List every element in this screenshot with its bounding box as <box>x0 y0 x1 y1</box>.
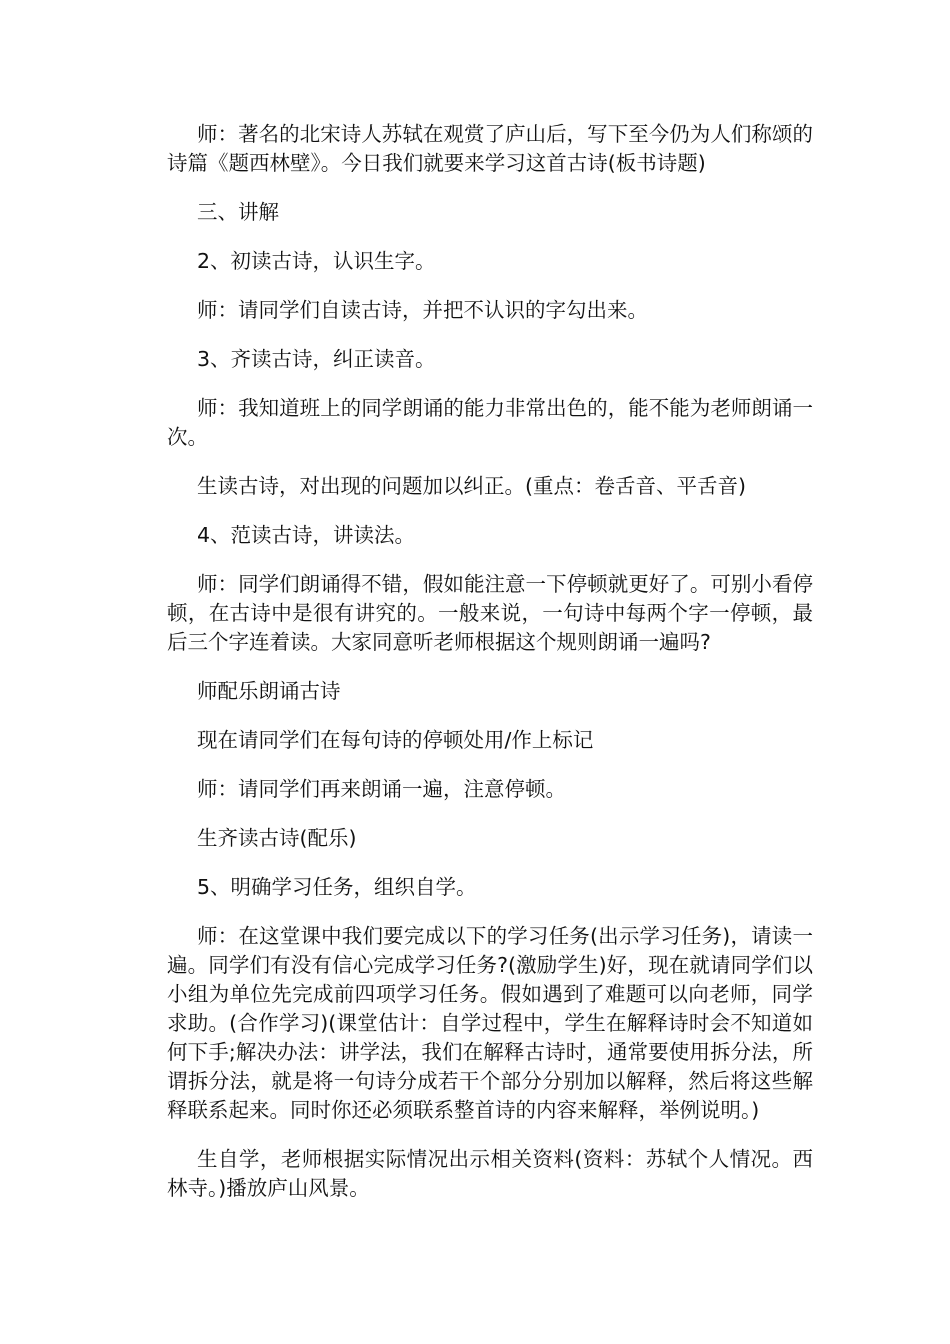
paragraph-pause-explanation: 师：同学们朗诵得不错，假如能注意一下停顿就更好了。可别小看停顿，在古诗中是很有讲究的。一般来说，一句诗中每两个字一停顿，最后三个字连着读。大家同意听老师根据这个规则朗诵一遍吗? <box>167 572 813 654</box>
paragraph-reread: 师：请同学们再来朗诵一遍，注意停顿。 <box>197 777 566 801</box>
paragraph-self-study: 生自学，老师根据实际情况出示相关资料(资料：苏轼个人情况。西林寺。)播放庐山风景。 <box>167 1147 813 1200</box>
paragraph-self-reading: 师：请同学们自读古诗，并把不认识的字勾出来。 <box>197 298 648 322</box>
step-2-first-reading: 2、初读古诗，认识生字。 <box>197 249 436 273</box>
step-3-group-reading: 3、齐读古诗，纠正读音。 <box>197 347 436 371</box>
paragraph-teacher-request: 师：我知道班上的同学朗诵的能力非常出色的，能不能为老师朗诵一次。 <box>167 396 813 449</box>
paragraph-student-reading: 生读古诗，对出现的问题加以纠正。(重点：卷舌音、平舌音) <box>197 474 746 498</box>
paragraph-mark-pauses: 现在请同学们在每句诗的停顿处用/作上标记 <box>197 728 594 752</box>
heading-explanation: 三、讲解 <box>197 200 279 224</box>
paragraph-intro-su-shi: 师：著名的北宋诗人苏轼在观赏了庐山后，写下至今仍为人们称颂的诗篇《题西林壁》。今日我们就要来学习这首古诗(板书诗题) <box>167 122 813 175</box>
step-4-model-reading: 4、范读古诗，讲读法。 <box>197 523 416 547</box>
paragraph-task-instructions: 师：在这堂课中我们要完成以下的学习任务(出示学习任务)，请读一遍。同学们有没有信心完成学习任务?(激励学生)好，现在就请同学们以小组为单位先完成前四项学习任务。假如遇到了难题可以向老师，同学求助。(合作学习)(课堂估计：自学过程中，学生在解释诗时会不知道如何下手;解决办法：讲学法，我们在解释古诗时，通常要使用拆分法，所谓拆分法，就是将一句诗分成若干个部分分别加以解释，然后将这些解释联系起来。同时你还必须联系整首诗的内容来解释，举例说明。) <box>167 924 813 1122</box>
step-5-learning-tasks: 5、明确学习任务，组织自学。 <box>197 875 477 899</box>
document-body <box>167 120 813 1223</box>
paragraph-music-recital: 师配乐朗诵古诗 <box>197 679 341 703</box>
paragraph-group-recital: 生齐读古诗(配乐) <box>197 826 357 850</box>
